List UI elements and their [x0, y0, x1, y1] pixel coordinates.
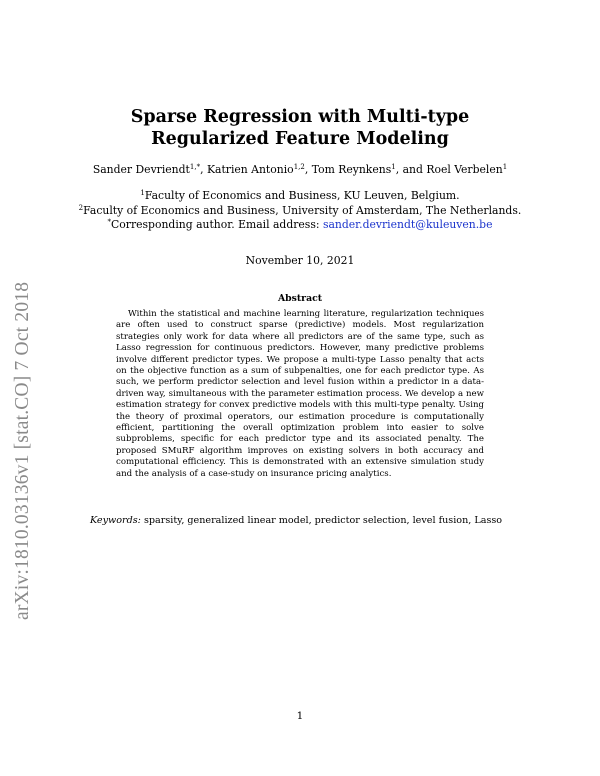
author-affil-mark: 1,* — [189, 163, 201, 171]
corresponding-author-line — [70, 218, 530, 233]
author-name: Sander Devriendt — [92, 163, 190, 176]
author-name: Katrien Antonio — [206, 163, 294, 176]
paper-title: Sparse Regression with Multi-type Regularized Feature Modeling — [130, 107, 470, 149]
corresponding-text: Corresponding author. Email address: — [111, 218, 323, 231]
email-link[interactable]: sander.devriendt@kuleuven.be — [322, 218, 493, 231]
affiliation-mark: 2 — [78, 203, 84, 212]
author-name: Roel Verbelen — [426, 163, 503, 176]
author-affil-mark: 1,2 — [293, 163, 305, 171]
keywords-text: sparsity, generalized linear model, predictor selection, level fusion, Lasso — [143, 515, 503, 526]
arxiv-identifier-stamp: arXiv:1810.03136v1 [stat.CO] 7 Oct 2018 — [12, 281, 33, 620]
keywords-label: Keywords: — [90, 515, 141, 526]
corresponding-mark: * — [107, 218, 112, 226]
author-name: Tom Reynkens — [311, 163, 392, 176]
author-affil-mark: 1 — [391, 163, 396, 171]
affiliation-line — [70, 189, 530, 204]
author-affil-mark: 1 — [502, 163, 508, 171]
page-number: 1 — [296, 710, 304, 722]
affiliations — [70, 189, 530, 233]
abstract-text: Within the statistical and machine learning literature, regularization techniques are often used to construct sparse (predictive) models. Most regularization strategies only work for data where all predictors are of the same type, such as Lasso regression for continuous predictors. However, many predictive problems involve different predictor types. We propose a multi-type Lasso penalty that acts on the objective function as a sum of subpenalties, one for each predictor type. As such, we perform predictor selection and level fusion within a predictor in a data-driven way, simultaneous with the parameter estimation process. We develop a new estimation strategy for convex predictive models with this multi-type penalty. Using the theory of proximal operators, our estimation procedure is computationally efficient, partitioning the overall optimization problem into easier to solve subproblems, specific for each predictor type and its associated penalty. The proposed SMuRF algorithm improves on existing solvers in both accuracy and computational efficiency. This is demonstrated with an extensive simulation study and the analysis of a case-study on insurance pricing analytics. — [116, 309, 484, 479]
affiliation-text: Faculty of Economics and Business, University of Amsterdam, The Netherlands. — [83, 203, 522, 217]
affiliation-mark: 1 — [140, 189, 145, 197]
affiliation-line — [70, 204, 530, 219]
affiliation-text: Faculty of Economics and Business, KU Leuven, Belgium. — [144, 189, 460, 202]
abstract-heading: Abstract — [277, 293, 323, 304]
author-list: Sander Devriendt$^{1,*}$, Katrien Antonio$^{1,2}$, Tom Reynkens$^1$, and Roel Verbelen$^1$ — [92, 163, 508, 176]
paper-date: November 10, 2021 — [245, 254, 355, 267]
keywords-line — [90, 515, 520, 527]
